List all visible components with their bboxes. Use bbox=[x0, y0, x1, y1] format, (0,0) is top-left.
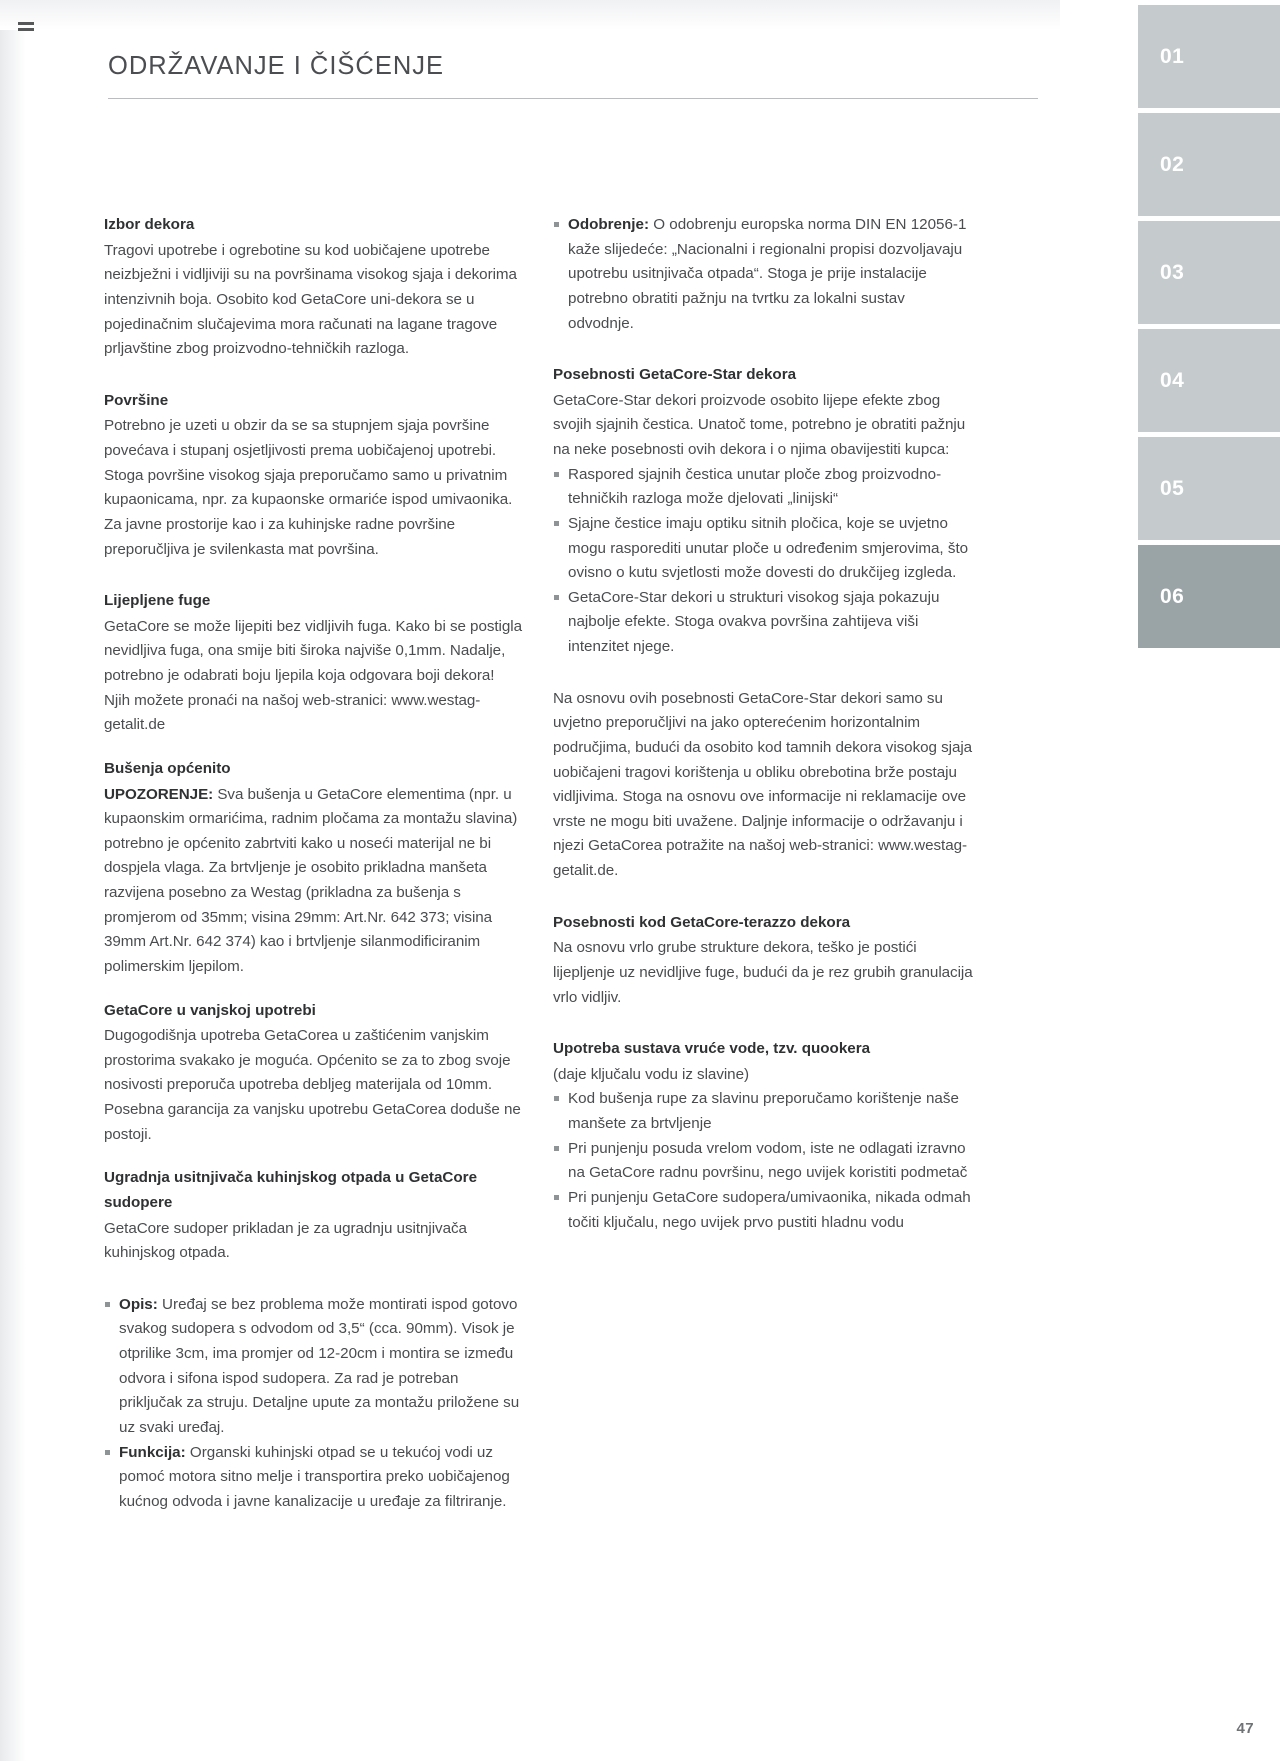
section-heading-star-dekora: Posebnosti GetaCore-Star dekora bbox=[553, 366, 797, 384]
spacer bbox=[104, 362, 524, 389]
right-column bbox=[553, 213, 973, 1235]
section-heading-terazzo-dekora: Posebnosti kod GetaCore-terazzo dekora bbox=[553, 913, 851, 931]
bullet-text-opis: Uređaj se bez problema može montirati ispod gotovo svakog sudopera s odvodom od 3,5“ (cca. 90mm). Visok je otprilike 3cm, ima promjer od 12-20cm i montira se između odvora i sifona ispod sudopera. Za rad je potreban priključak za struju. Detaljne upute za montažu priložene su uz svaki uređaj. bbox=[119, 1295, 520, 1436]
left-column bbox=[104, 213, 524, 1514]
quooker-bullet-list bbox=[553, 1087, 973, 1235]
right-bullet-list-odobrenje bbox=[553, 213, 973, 336]
page-number: 47 bbox=[1236, 1720, 1254, 1737]
section-heading-usitnjivac-otpada: Ugradnja usitnjivača kuhinjskog otpada u GetaCore sudopere bbox=[104, 1169, 478, 1211]
list-item: Pri punjenju GetaCore sudopera/umivaonika, nikada odmah točiti ključalu, nego uvijek prvo pustiti hladnu vodu bbox=[553, 1186, 973, 1235]
section-heading-izbor-dekora: Izbor dekora bbox=[104, 216, 195, 233]
spacer bbox=[553, 336, 973, 363]
spacer bbox=[104, 562, 524, 589]
chapter-tab-02[interactable]: 02 bbox=[1138, 113, 1280, 216]
bullet-lead-funkcija: Funkcija: bbox=[119, 1443, 186, 1461]
section-subtitle-quooker: (daje ključalu vodu iz slavine) bbox=[553, 1065, 749, 1083]
bullet-text-funkcija: Organski kuhinjski otpad se u tekućoj vodi uz pomoć motora sitno melje i transportira preko uobičajenog kućnog odvoda i javne kanalizacije u uređaje za filtriranje. bbox=[119, 1443, 510, 1510]
section-heading-busenja-opcenito: Bušenja općenito bbox=[104, 759, 231, 777]
list-item: GetaCore-Star dekori u strukturi visokog sjaja pokazuju najbolje efekte. Stoga ovakva površina zahtijeva viši intenzitet njege. bbox=[553, 586, 973, 660]
chapter-tab-01[interactable]: 01 bbox=[1138, 5, 1280, 108]
spacer bbox=[553, 660, 973, 687]
list-item: Raspored sjajnih čestica unutar ploče zbog proizvodno-tehničkih razloga može djelovati „linijski“ bbox=[553, 463, 973, 512]
spacer bbox=[553, 1010, 973, 1037]
bullet-lead-odobrenje: Odobrenje: bbox=[568, 216, 650, 233]
list-item: Kod bušenja rupe za slavinu preporučamo korištenje naše manšete za brtvljenje bbox=[553, 1087, 973, 1136]
section-body-busenja-opcenito bbox=[104, 783, 524, 980]
left-bullet-list bbox=[104, 1293, 524, 1515]
section-body-izbor-dekora: Tragovi upotrebe i ogrebotine su kod uobičajene upotrebe neizbježni i vidljiviji su na površinama visokog sjaja i dekorima intenzivnih boja. Osobito kod GetaCore uni-dekora se u pojedinačnim slučajevima mora računati na lagane tragove prljavštine zbog proizvodno-tehničkih razloga. bbox=[104, 241, 517, 358]
section-heading-lijepljene-fuge: Lijepljene fuge bbox=[104, 592, 211, 610]
page-edge-shading-top bbox=[0, 0, 1060, 30]
section-body-povrsine: Potrebno je uzeti u obzir da se sa stupnjem sjaja površine povećava i stupanj osjetljivosti prema uobičajenoj upotrebi. Stoga površine visokog sjaja preporučamo samo u privatnim kupaonicama, npr. za kupaonske ormariće ispod umivaonika. Za javne prostorije kao i za kuhinjske radne površine preporučljiva je svilenkasta mat površina. bbox=[104, 417, 513, 558]
page-edge-shading-left bbox=[0, 0, 26, 1761]
list-item bbox=[104, 1293, 524, 1441]
section-body-usitnjivac-otpada: GetaCore sudoper prikladan je za ugradnju usitnjivača kuhinjskog otpada. bbox=[104, 1219, 467, 1262]
warning-label: UPOZORENJE: bbox=[104, 785, 214, 803]
section-body-star-dekora: GetaCore-Star dekori proizvode osobito lijepe efekte zbog svojih sjajnih čestica. Unatoč tome, potrebno je obratiti pažnju na neke posebnosti ovih dekora i o njima obavijestiti kupca: bbox=[553, 391, 966, 458]
binding-staple-mark bbox=[18, 28, 34, 31]
page-title: ODRŽAVANJE I ČIŠĆENJE bbox=[108, 52, 445, 80]
page-header bbox=[108, 52, 1038, 99]
section-body-star-summary: Na osnovu ovih posebnosti GetaCore-Star dekori samo su uvjetno preporučljivi na jako opterećenim horizontalnim područjima, budući da osobito kod tamnih dekora visokog sjaja uobičajeni tragovi korištenja u obliku obrebotina brže postaju vidljivima. Stoga na osnovu ove informacije ni reklamacije ove vrste ne mogu biti uvažene. Daljnje informacije o održavanju i njezi GetaCorea potražite na našoj web-stranici: www.westag-getalit.de. bbox=[553, 689, 973, 879]
binding-staple-mark bbox=[18, 22, 34, 25]
warning-text: Sva bušenja u GetaCore elementima (npr. u kupaonskim ormarićima, radnim pločama za montažu slavina) potrebno je općenito zabrtviti kako u noseći materijal ne bi dospjela vlaga. Za brtvljenje je osobito prikladna manšeta razvijena posebno za Westag (prikladna za bušenja s promjerom od 35mm; visina 29mm: Art.Nr. 642 373; visina 39mm Art.Nr. 642 374) kao i brtvljenje silanmodificiranim polimerskim ljepilom. bbox=[104, 785, 518, 975]
chapter-tab-03[interactable]: 03 bbox=[1138, 221, 1280, 324]
list-item bbox=[553, 213, 973, 336]
spacer bbox=[104, 1147, 524, 1166]
chapter-tab-04[interactable]: 04 bbox=[1138, 329, 1280, 432]
section-heading-povrsine: Površine bbox=[104, 391, 169, 409]
bullet-text-odobrenje: O odobrenju europska norma DIN EN 12056-1 kaže slijedeće: „Nacionalni i regionalni propisi dozvoljavaju upotrebu usitnjivača otpada“. Stoga je prije instalacije potrebno obratiti pažnju na tvrtku za lokalni sustav odvodnje. bbox=[568, 216, 967, 332]
section-heading-vanjska-upotreba: GetaCore u vanjskoj upotrebi bbox=[104, 1001, 316, 1019]
star-dekora-bullet-list bbox=[553, 463, 973, 660]
chapter-tab-rail bbox=[1138, 0, 1280, 1761]
spacer bbox=[104, 738, 524, 757]
section-body-vanjska-upotreba: Dugogodišnja upotreba GetaCorea u zaštićenim vanjskim prostorima svakako je moguća. Općenito se za to zbog svoje nosivosti preporuča upotreba debljeg materijala od 10mm. Posebna garancija za vanjsku upotrebu GetaCorea doduše ne postoji. bbox=[104, 1027, 521, 1143]
chapter-tab-05[interactable]: 05 bbox=[1138, 437, 1280, 540]
chapter-tab-06[interactable]: 06 bbox=[1138, 545, 1280, 648]
section-heading-quooker: Upotreba sustava vruće vode, tzv. quookera bbox=[553, 1040, 871, 1058]
header-divider bbox=[108, 98, 1038, 99]
spacer bbox=[104, 980, 524, 999]
list-item bbox=[104, 1441, 524, 1515]
list-item: Sjajne čestice imaju optiku sitnih pločica, koje se uvjetno mogu rasporediti unutar ploče u određenim smjerovima, što ovisno o kutu svjetlosti može dovesti do drukčijeg izgleda. bbox=[553, 512, 973, 586]
bullet-lead-opis: Opis: bbox=[119, 1295, 158, 1313]
list-item: Pri punjenju posuda vrelom vodom, iste ne odlagati izravno na GetaCore radnu površinu, nego uvijek koristiti podmetač bbox=[553, 1137, 973, 1186]
section-body-terazzo-dekora: Na osnovu vrlo grube strukture dekora, teško je postići lijepljenje uz nevidljive fuge, budući da je rez grubih granulacija vrlo vidljiv. bbox=[553, 939, 973, 1006]
spacer bbox=[104, 1266, 524, 1293]
spacer bbox=[553, 884, 973, 911]
section-body-lijepljene-fuge: GetaCore se može lijepiti bez vidljivih fuga. Kako bi se postigla nevidljiva fuga, ona smije biti široka najviše 0,1mm. Nadalje, potrebno je odabrati boju ljepila koja odgovara boji dekora! Njih možete pronaći na našoj web-stranici: www.westag-getalit.de bbox=[104, 617, 522, 734]
